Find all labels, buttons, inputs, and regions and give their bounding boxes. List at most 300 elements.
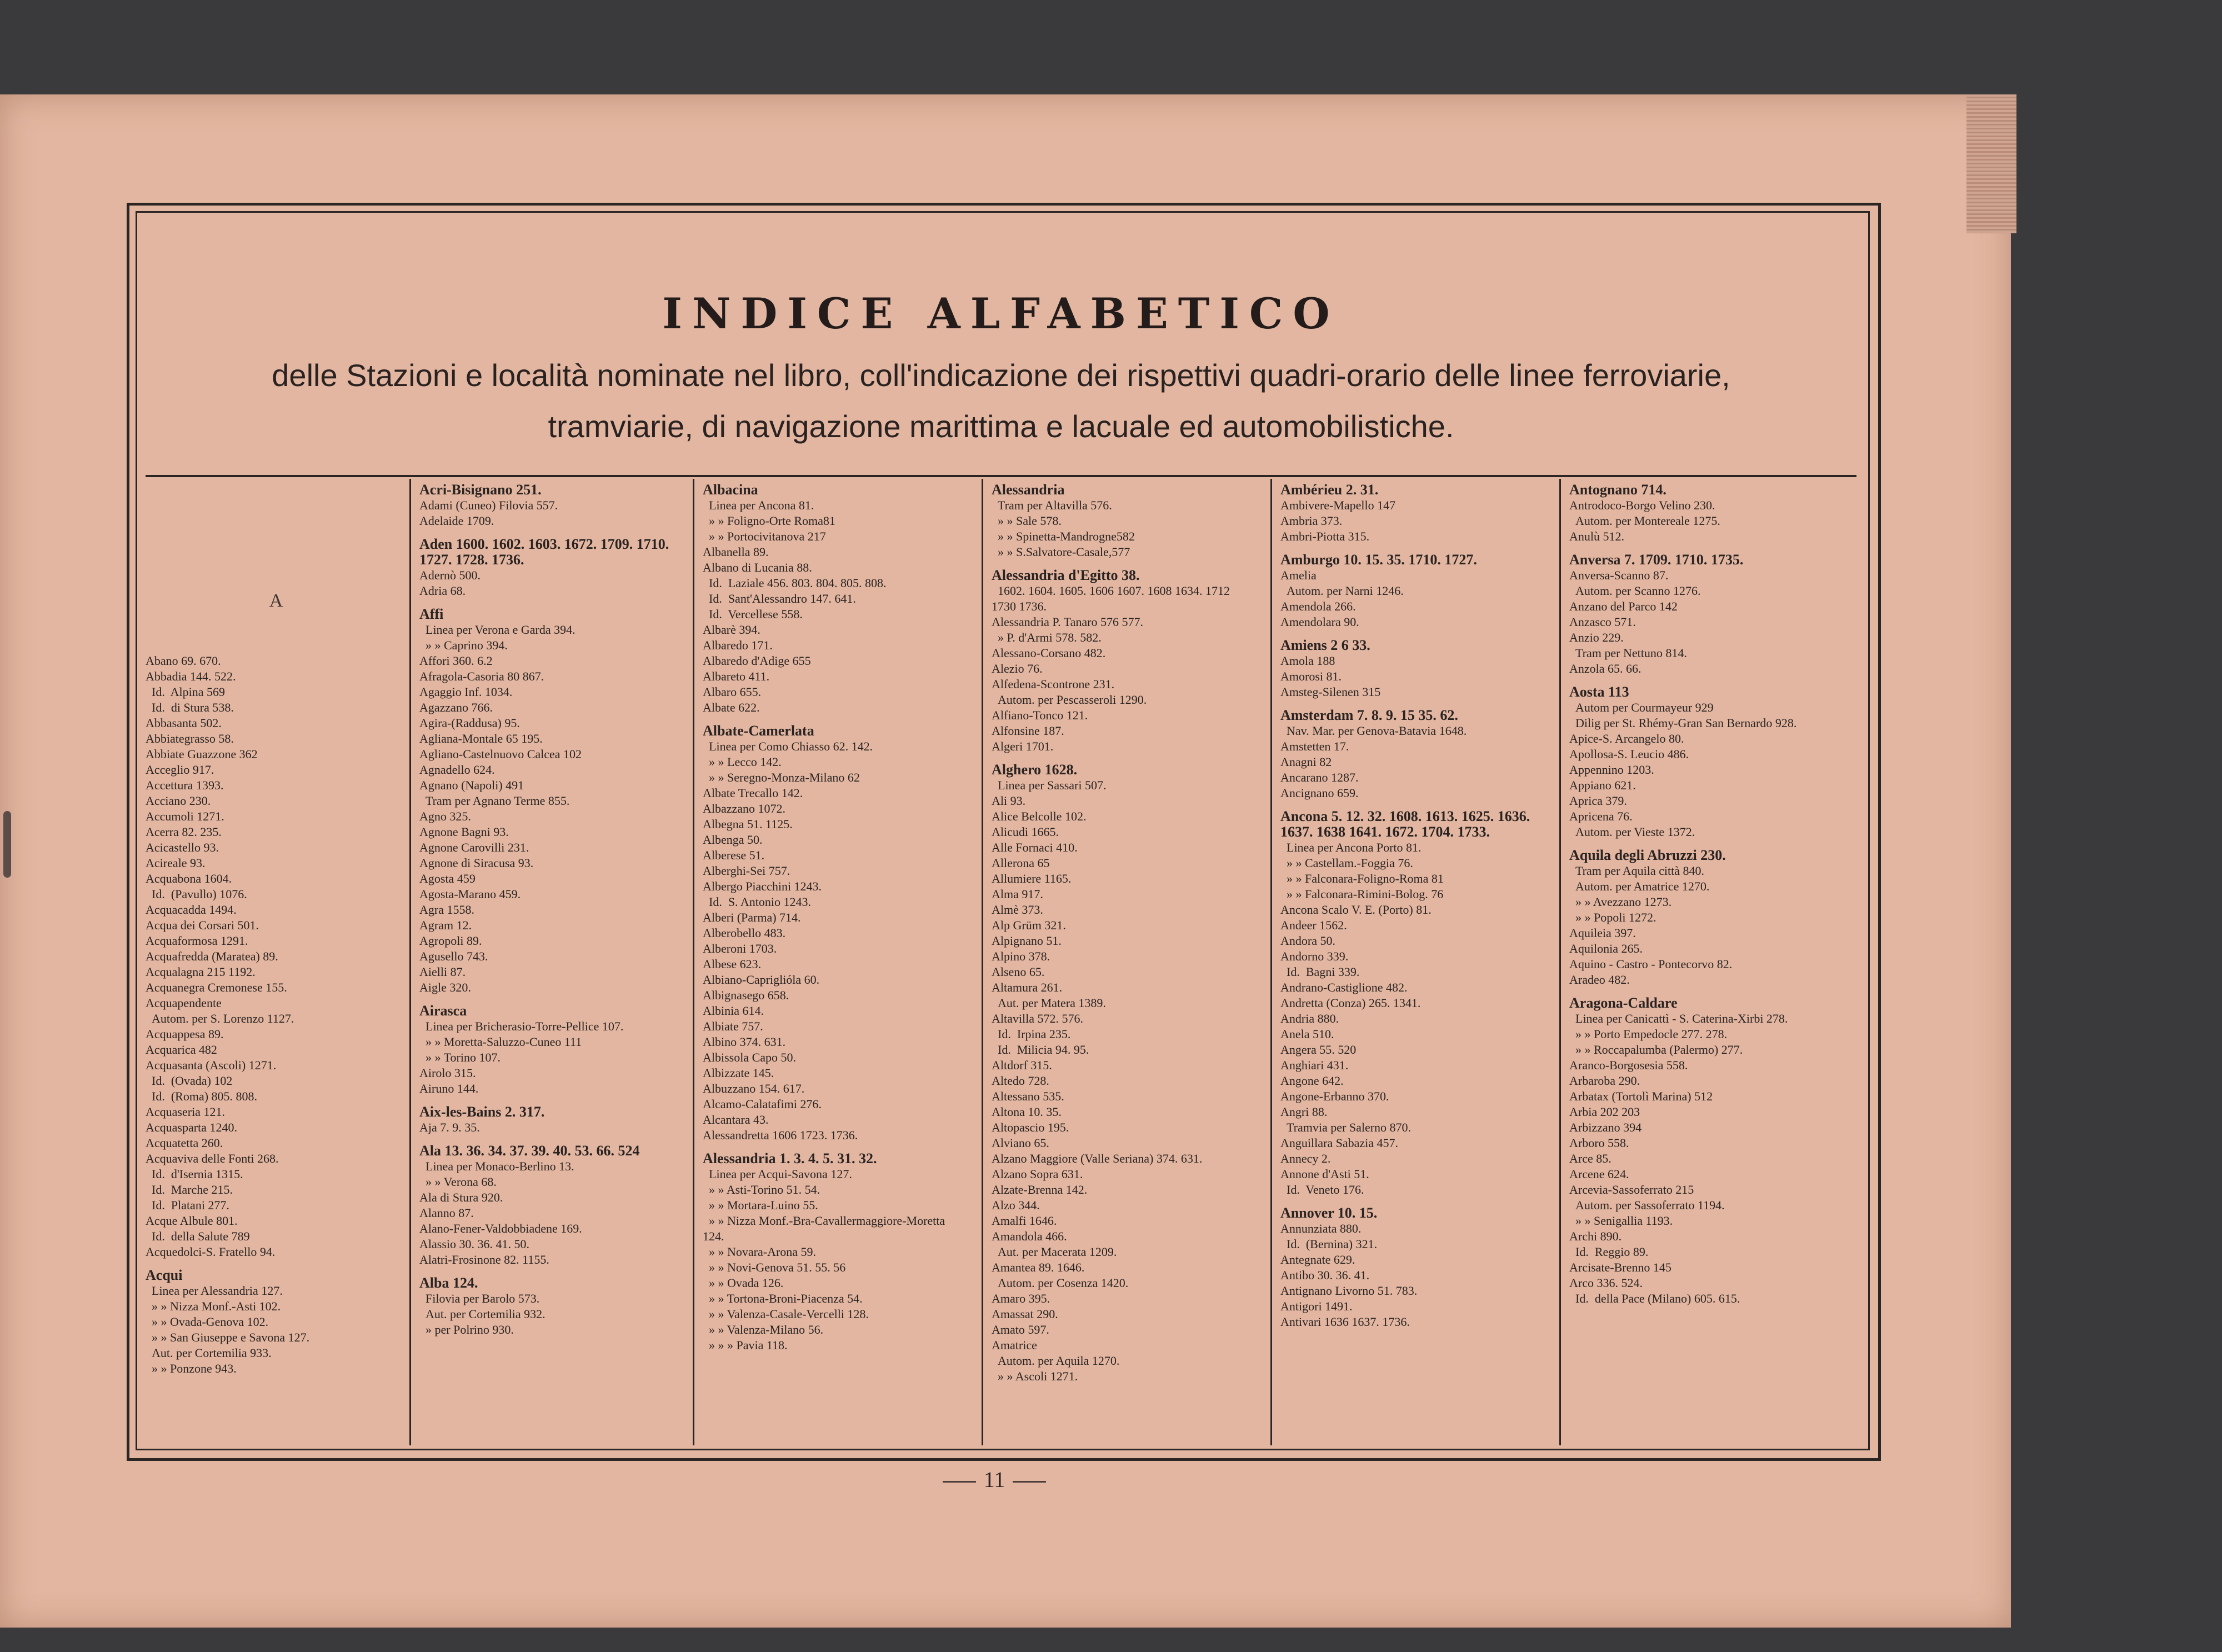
index-entry: Id. Marche 215. xyxy=(146,1183,233,1197)
index-entry: Anguillara Sabazia 457. xyxy=(1280,1136,1398,1150)
index-entry: Albiate 757. xyxy=(703,1019,763,1033)
index-entry: Alberobello 483. xyxy=(703,926,786,940)
index-entry xyxy=(1280,1198,1542,1205)
index-entry: Andretta (Conza) 265. 1341. xyxy=(1280,996,1421,1010)
index-entry: Autom. per Vieste 1372. xyxy=(1569,825,1695,839)
index-entry xyxy=(703,715,964,723)
index-entry: Airolo 315. xyxy=(419,1066,476,1080)
index-entry: Acquasparta 1240. xyxy=(146,1120,237,1134)
index-entry xyxy=(419,529,680,537)
index-entry: Aielli 87. xyxy=(419,965,466,979)
index-entry: Antibo 30. 36. 41. xyxy=(1280,1268,1370,1282)
index-entry: Ancona Scalo V. E. (Porto) 81. xyxy=(1280,903,1432,917)
index-entry: Aigle 320. xyxy=(419,980,471,994)
index-entry: » » Caprino 394. xyxy=(419,638,508,652)
index-entry: Amola 188 xyxy=(1280,654,1335,668)
index-entry: Linea per Canicattì - S. Caterina-Xirbi 278. xyxy=(1569,1012,1788,1025)
index-entry: Affori 360. 6.2 xyxy=(419,654,493,668)
index-entry: Alicudi 1665. xyxy=(992,825,1059,839)
index-entry: Id. (Roma) 805. 808. xyxy=(146,1089,258,1103)
index-entry: Alassio 30. 36. 41. 50. xyxy=(419,1237,529,1251)
index-entry: Alzate-Brenna 142. xyxy=(992,1183,1088,1197)
index-entry: Aut. per Matera 1389. xyxy=(992,996,1106,1010)
index-entry: Alessandretta 1606 1723. 1736. xyxy=(703,1128,858,1142)
index-entry: Alberoni 1703. xyxy=(703,942,777,955)
index-entry: Acqua dei Corsari 501. xyxy=(146,918,259,932)
index-entry: Autom. per Cosenza 1420. xyxy=(992,1276,1129,1290)
index-entry xyxy=(1569,677,1830,684)
index-entry: Id. Laziale 456. 803. 804. 805. 808. xyxy=(703,576,887,590)
index-entry: Id. (Bernina) 321. xyxy=(1280,1237,1378,1251)
letter-heading: A xyxy=(269,590,283,611)
index-entry: Antrodoco-Borgo Velino 230. xyxy=(1569,498,1715,512)
binding-clip xyxy=(3,811,11,878)
index-entry: Affi xyxy=(419,606,444,622)
index-entry: Anzio 229. xyxy=(1569,630,1624,644)
index-column-2 xyxy=(419,482,680,1443)
index-entry: Annunziata 880. xyxy=(1280,1222,1362,1235)
index-entry: Alano-Fener-Valdobbiadene 169. xyxy=(419,1222,582,1235)
index-entry: Alatri-Frosinone 82. 1155. xyxy=(419,1253,549,1266)
index-entry: Amandola 466. xyxy=(992,1229,1067,1243)
index-entry: Appiano 621. xyxy=(1569,778,1636,792)
index-entry: Alcamo-Calatafimi 276. xyxy=(703,1097,822,1111)
index-entry: Annecy 2. xyxy=(1280,1152,1331,1165)
index-entry: Abbasanta 502. xyxy=(146,716,222,730)
index-entry: Altedo 728. xyxy=(992,1074,1049,1088)
index-entry: Amelia xyxy=(1280,568,1317,582)
index-entry: Altdorf 315. xyxy=(992,1058,1052,1072)
index-entry: Acireale 93. xyxy=(146,856,206,870)
index-entry: » » Mortara-Luino 55. xyxy=(703,1198,818,1212)
index-entry: » » Ascoli 1271. xyxy=(992,1369,1078,1383)
index-entry: Ancignano 659. xyxy=(1280,786,1359,800)
index-entry: Acquasanta (Ascoli) 1271. xyxy=(146,1058,277,1072)
column-divider xyxy=(1270,479,1272,1445)
index-entry: Filovia per Barolo 573. xyxy=(419,1291,540,1305)
index-entry: Aquila degli Abruzzi 230. xyxy=(1569,847,1726,863)
index-entry: Altamura 261. xyxy=(992,980,1063,994)
index-entry: Autom. per Amatrice 1270. xyxy=(1569,879,1710,893)
index-entry xyxy=(1569,840,1830,848)
index-entry: » » Novi-Genova 51. 55. 56 xyxy=(703,1260,846,1274)
index-entry: » » » Pavia 118. xyxy=(703,1338,788,1352)
index-entry: Accumoli 1271. xyxy=(146,809,224,823)
index-entry: Agaggio Inf. 1034. xyxy=(419,685,513,699)
index-entry: Anulù 512. xyxy=(1569,529,1624,543)
index-entry: Abbiategrasso 58. xyxy=(146,732,234,745)
index-entry xyxy=(1280,630,1542,638)
index-entry: » » S.Salvatore-Casale,577 xyxy=(992,545,1130,559)
index-entry: Alberese 51. xyxy=(703,848,765,862)
index-entry: Alzano Sopra 631. xyxy=(992,1167,1083,1181)
index-entry: Angone-Erbanno 370. xyxy=(1280,1089,1389,1103)
index-entry: » » Roccapalumba (Palermo) 277. xyxy=(1569,1043,1743,1057)
index-entry: Autom. per Narni 1246. xyxy=(1280,584,1404,598)
index-entry: Acquanegra Cremonese 155. xyxy=(146,980,287,994)
column-divider xyxy=(693,479,694,1445)
index-entry: Agnone di Siracusa 93. xyxy=(419,856,534,870)
index-entry: Alice Belcolle 102. xyxy=(992,809,1087,823)
index-entry: Alberi (Parma) 714. xyxy=(703,910,801,924)
index-entry: Aosta 113 xyxy=(1569,684,1629,700)
index-entry: Allerona 65 xyxy=(992,856,1050,870)
index-entry: Alzano Maggiore (Valle Seriana) 374. 631. xyxy=(992,1152,1203,1165)
index-entry: Tram per Nettuno 814. xyxy=(1569,646,1687,660)
index-entry: » » Novara-Arona 59. xyxy=(703,1245,817,1259)
index-entry xyxy=(419,599,680,607)
index-entry: » » Sale 578. xyxy=(992,514,1062,528)
index-entry: Angone 642. xyxy=(1280,1074,1344,1088)
index-entry: » per Polrino 930. xyxy=(419,1323,514,1336)
index-entry: Agazzano 766. xyxy=(419,700,493,714)
index-entry: Andrano-Castiglione 482. xyxy=(1280,980,1408,994)
index-entry: Agra 1558. xyxy=(419,903,474,917)
index-entry: Agnone Carovilli 231. xyxy=(419,840,529,854)
index-entry xyxy=(992,754,1253,762)
index-entry xyxy=(419,1097,680,1104)
index-entry: Id. Veneto 176. xyxy=(1280,1183,1364,1197)
index-entry: Amassat 290. xyxy=(992,1307,1058,1321)
index-entry: Albano di Lucania 88. xyxy=(703,560,812,574)
index-entry: » » Tortona-Broni-Piacenza 54. xyxy=(703,1291,863,1305)
index-entry: Albuzzano 154. 617. xyxy=(703,1082,805,1095)
index-entry: Id. della Salute 789 xyxy=(146,1229,250,1243)
index-entry: Ala di Stura 920. xyxy=(419,1190,503,1204)
index-entry: Alpignano 51. xyxy=(992,934,1062,948)
index-entry: Albarè 394. xyxy=(703,623,760,637)
index-entry: Id. d'Isernia 1315. xyxy=(146,1167,243,1181)
index-entry: » » Porto Empedocle 277. 278. xyxy=(1569,1027,1728,1041)
index-entry xyxy=(419,995,680,1003)
index-entry: Apice-S. Arcangelo 80. xyxy=(1569,732,1684,745)
index-entry: Albenga 50. xyxy=(703,833,763,847)
index-entry: Amiens 2 6 33. xyxy=(1280,637,1370,653)
index-entry: Tram per Aquila città 840. xyxy=(1569,864,1704,878)
index-entry: Autom. per S. Lorenzo 1127. xyxy=(146,1012,294,1025)
index-column-4 xyxy=(992,482,1253,1443)
index-entry: Tram per Agnano Terme 855. xyxy=(419,794,570,808)
index-entry: Agosta-Marano 459. xyxy=(419,887,521,901)
header-rule xyxy=(146,475,1856,477)
index-entry: » » Popoli 1272. xyxy=(1569,910,1657,924)
index-entry: Autom. per Aquila 1270. xyxy=(992,1354,1120,1368)
index-entry xyxy=(419,1135,680,1143)
index-entry: Aut. per Macerata 1209. xyxy=(992,1245,1117,1259)
index-entry: Acquafredda (Maratea) 89. xyxy=(146,949,278,963)
index-entry: Arbia 202 203 xyxy=(1569,1105,1640,1119)
page-edges xyxy=(1966,94,2016,233)
index-entry: Albergo Piacchini 1243. xyxy=(703,879,822,893)
index-entry: Albareto 411. xyxy=(703,669,770,683)
index-entry: Acquedolci-S. Fratello 94. xyxy=(146,1245,276,1259)
index-entry: Anversa 7. 1709. 1710. 1735. xyxy=(1569,552,1744,568)
index-entry: Andora 50. xyxy=(1280,934,1335,948)
index-entry: Alba 124. xyxy=(419,1275,478,1291)
index-entry: Acceglio 917. xyxy=(146,763,214,777)
index-entry: Tramvia per Salerno 870. xyxy=(1280,1120,1412,1134)
index-entry: » » Ponzone 943. xyxy=(146,1361,237,1375)
index-entry: Linea per Monaco-Berlino 13. xyxy=(419,1159,574,1173)
index-entry: Id. (Ovada) 102 xyxy=(146,1074,233,1088)
index-entry: Albegna 51. 1125. xyxy=(703,817,793,831)
index-entry: Algeri 1701. xyxy=(992,739,1054,753)
index-entry: Albissola Capo 50. xyxy=(703,1050,797,1064)
index-entry: Acque Albule 801. xyxy=(146,1214,238,1228)
index-entry: Ambria 373. xyxy=(1280,514,1343,528)
index-entry: Autom. per Montereale 1275. xyxy=(1569,514,1720,528)
index-entry: Arboro 558. xyxy=(1569,1136,1629,1150)
index-entry: Albazzano 1072. xyxy=(703,802,786,815)
index-entry: Acquaformosa 1291. xyxy=(146,934,248,948)
index-entry: Aragona-Caldare xyxy=(1569,995,1678,1011)
index-entry: Aprica 379. xyxy=(1569,794,1627,808)
index-entry: Aquino - Castro - Pontecorvo 82. xyxy=(1569,957,1733,971)
index-entry: Linea per Ancona Porto 81. xyxy=(1280,840,1422,854)
index-entry: Linea per Como Chiasso 62. 142. xyxy=(703,739,873,753)
index-entry: » » Spinetta-Mandrogne582 xyxy=(992,529,1135,543)
index-entry: Id. di Stura 538. xyxy=(146,700,234,714)
index-entry: Albizzate 145. xyxy=(703,1066,774,1080)
index-entry: » » Lecco 142. xyxy=(703,755,782,769)
index-entry: Ambivere-Mapello 147 xyxy=(1280,498,1396,512)
index-entry: Agosta 459 xyxy=(419,872,476,885)
index-entry: Aranco-Borgosesia 558. xyxy=(1569,1058,1688,1072)
index-entry: Abbiate Guazzone 362 xyxy=(146,747,258,761)
index-entry: Tram per Altavilla 576. xyxy=(992,498,1112,512)
index-entry: » » Seregno-Monza-Milano 62 xyxy=(703,770,860,784)
index-entry: Andorno 339. xyxy=(1280,949,1349,963)
index-entry: 1602. 1604. 1605. 1606 1607. 1608 1634. 1712 1730 1736. xyxy=(992,584,1233,613)
index-entry: Antigori 1491. xyxy=(1280,1299,1353,1313)
index-entry: Aradeo 482. xyxy=(1569,973,1630,987)
index-entry: Albino 374. 631. xyxy=(703,1035,786,1049)
index-entry: Acquacadda 1494. xyxy=(146,903,237,917)
index-entry: Anghiari 431. xyxy=(1280,1058,1349,1072)
index-entry: Alessano-Corsano 482. xyxy=(992,646,1106,660)
column-divider xyxy=(409,479,411,1445)
index-entry: Linea per Bricherasio-Torre-Pellice 107. xyxy=(419,1019,624,1033)
index-entry: Altessano 535. xyxy=(992,1089,1064,1103)
index-entry: Anela 510. xyxy=(1280,1027,1334,1041)
index-entry: Appennino 1203. xyxy=(1569,763,1654,777)
index-entry: Aut. per Cortemilia 933. xyxy=(146,1346,272,1360)
index-entry: Antegnate 629. xyxy=(1280,1253,1355,1266)
index-entry: Agusello 743. xyxy=(419,949,488,963)
index-entry: Amstetten 17. xyxy=(1280,739,1349,753)
index-entry: Andeer 1562. xyxy=(1280,918,1347,932)
index-entry: Agliana-Montale 65 195. xyxy=(419,732,543,745)
index-entry: Acerra 82. 235. xyxy=(146,825,222,839)
column-divider xyxy=(1559,479,1561,1445)
index-entry: Alghero 1628. xyxy=(992,762,1078,778)
index-entry: Alessandria d'Egitto 38. xyxy=(992,567,1140,583)
index-entry: Almè 373. xyxy=(992,903,1043,917)
index-entry: Adria 68. xyxy=(419,584,466,598)
index-entry: Albate-Camerlata xyxy=(703,723,814,739)
index-entry: Albaredo 171. xyxy=(703,638,773,652)
index-entry: Agropoli 89. xyxy=(419,934,482,948)
index-entry: Arbizzano 394 xyxy=(1569,1120,1642,1134)
index-entry: Albaredo d'Adige 655 xyxy=(703,654,811,668)
index-entry: Albate Trecallo 142. xyxy=(703,786,803,800)
index-entry: » » San Giuseppe e Savona 127. xyxy=(146,1330,310,1344)
index-entry: Ala 13. 36. 34. 37. 39. 40. 53. 66. 524 xyxy=(419,1143,640,1159)
index-entry: Acquaviva delle Fonti 268. xyxy=(146,1152,279,1165)
index-entry: » » Valenza-Casale-Vercelli 128. xyxy=(703,1307,869,1321)
index-entry: Antignano Livorno 51. 783. xyxy=(1280,1284,1418,1298)
index-entry: Adami (Cuneo) Filovia 557. xyxy=(419,498,558,512)
index-entry: Id. Bagni 339. xyxy=(1280,965,1360,979)
index-entry: Anversa-Scanno 87. xyxy=(1569,568,1669,582)
index-entry: Alfedena-Scontrone 231. xyxy=(992,677,1115,691)
index-entry: Alle Fornaci 410. xyxy=(992,840,1078,854)
index-entry: Arcevia-Sassoferrato 215 xyxy=(1569,1183,1694,1197)
index-entry: Aquilonia 265. xyxy=(1569,942,1643,955)
index-entry: Albese 623. xyxy=(703,957,762,971)
index-entry: Amatrice xyxy=(992,1338,1037,1352)
index-entry: Acquapendente xyxy=(146,996,222,1010)
index-title: INDICE ALFABETICO xyxy=(662,289,1340,338)
index-entry: Amorosi 81. xyxy=(1280,669,1342,683)
index-entry xyxy=(1569,988,1830,995)
index-entry: Ambérieu 2. 31. xyxy=(1280,482,1379,498)
index-entry: Id. Alpina 569 xyxy=(146,685,225,699)
page-number: 11 xyxy=(922,1466,1067,1493)
index-entry: Nav. Mar. per Genova-Batavia 1648. xyxy=(1280,724,1467,738)
index-entry: Acri-Bisignano 251. xyxy=(419,482,542,498)
index-entry: Alp Grüm 321. xyxy=(992,918,1066,932)
index-entry: Airuno 144. xyxy=(419,1082,479,1095)
index-entry: Amsteg-Silenen 315 xyxy=(1280,685,1381,699)
index-entry: Linea per Alessandria 127. xyxy=(146,1284,283,1298)
index-entry: Alberghi-Sei 757. xyxy=(703,864,790,878)
index-entry: Altona 10. 35. xyxy=(992,1105,1062,1119)
index-entry: Acqualagna 215 1192. xyxy=(146,965,256,979)
index-entry xyxy=(1569,544,1830,552)
index-entry: » » Avezzano 1273. xyxy=(1569,895,1672,909)
index-entry: Arbaroba 290. xyxy=(1569,1074,1640,1088)
index-entry: Alessandria P. Tanaro 576 577. xyxy=(992,615,1144,629)
index-entry: Albiano-Capriglióla 60. xyxy=(703,973,820,987)
index-entry: Alezio 76. xyxy=(992,662,1043,675)
index-entry xyxy=(992,560,1253,568)
index-entry: Annone d'Asti 51. xyxy=(1280,1167,1369,1181)
index-entry: Id. S. Antonio 1243. xyxy=(703,895,811,909)
index-entry: Agnano (Napoli) 491 xyxy=(419,778,524,792)
index-entry: Ancona 5. 12. 32. 1608. 1613. 1625. 1636. 1637. 1638 1641. 1672. 1704. 1733. xyxy=(1280,808,1534,840)
index-entry: Alseno 65. xyxy=(992,965,1045,979)
index-entry: Aut. per Cortemilia 932. xyxy=(419,1307,546,1321)
index-entry: Autom per Courmayeur 929 xyxy=(1569,700,1714,714)
index-entry: » » Castellam.-Foggia 76. xyxy=(1280,856,1413,870)
index-entry: Alpino 378. xyxy=(992,949,1050,963)
index-entry: Id. Reggio 89. xyxy=(1569,1245,1649,1259)
index-entry xyxy=(419,1268,680,1275)
index-entry: Altavilla 572. 576. xyxy=(992,1012,1083,1025)
index-subtitle xyxy=(136,350,1866,452)
index-entry: » » Senigallia 1193. xyxy=(1569,1214,1673,1228)
index-entry: Linea per Ancona 81. xyxy=(703,498,814,512)
index-entry xyxy=(1280,700,1542,708)
index-entry: » » Valenza-Milano 56. xyxy=(703,1323,824,1336)
index-entry: Albignasego 658. xyxy=(703,988,789,1002)
index-entry: Airasca xyxy=(419,1003,467,1019)
index-entry: Alfonsine 187. xyxy=(992,724,1064,738)
index-entry: Agnadello 624. xyxy=(419,763,495,777)
index-entry: Acquaseria 121. xyxy=(146,1105,225,1119)
index-entry: Alviano 65. xyxy=(992,1136,1049,1150)
index-entry: Anzano del Parco 142 xyxy=(1569,599,1678,613)
index-entry: Aquileia 397. xyxy=(1569,926,1636,940)
index-entry: Acquappesa 89. xyxy=(146,1027,224,1041)
index-entry: Agliano-Castelnuovo Calcea 102 xyxy=(419,747,582,761)
index-entry: Antivari 1636 1637. 1736. xyxy=(1280,1315,1410,1329)
index-entry xyxy=(146,1260,407,1268)
index-entry: Amaro 395. xyxy=(992,1291,1050,1305)
index-entry: Arco 336. 524. xyxy=(1569,1276,1643,1290)
index-entry: Anzasco 571. xyxy=(1569,615,1636,629)
index-column-6 xyxy=(1569,482,1830,1443)
index-entry: Linea per Acqui-Savona 127. xyxy=(703,1167,852,1181)
index-entry: Id. Irpina 235. xyxy=(992,1027,1071,1041)
index-entry: Id. Vercellese 558. xyxy=(703,607,803,621)
index-entry: Amalfi 1646. xyxy=(992,1214,1057,1228)
index-entry: Alma 917. xyxy=(992,887,1043,901)
index-entry: Linea per Sassari 507. xyxy=(992,778,1107,792)
index-entry: Dilig per St. Rhémy-Gran San Bernardo 928. xyxy=(1569,716,1797,730)
index-entry: Antognano 714. xyxy=(1569,482,1666,498)
index-entry: » » Nizza Monf.-Bra-Cavallermaggiore-Moretta 124. xyxy=(703,1214,948,1243)
index-entry: Ambri-Piotta 315. xyxy=(1280,529,1370,543)
index-entry: » » Ovada 126. xyxy=(703,1276,784,1290)
index-entry: Id. Milicia 94. 95. xyxy=(992,1043,1089,1057)
index-entry: Arbatax (Tortolì Marina) 512 xyxy=(1569,1089,1713,1103)
index-entry: Accettura 1393. xyxy=(146,778,224,792)
index-entry: Alcantara 43. xyxy=(703,1113,769,1127)
index-entry: Agno 325. xyxy=(419,809,471,823)
index-entry: » P. d'Armi 578. 582. xyxy=(992,630,1102,644)
subtitle-line-2: tramviarie, di navigazione marittima e lacuale ed automobilistiche. xyxy=(548,409,1454,444)
index-entry: Albanella 89. xyxy=(703,545,769,559)
index-entry: Apollosa-S. Leucio 486. xyxy=(1569,747,1689,761)
index-entry: Apricena 76. xyxy=(1569,809,1633,823)
index-entry: Alanno 87. xyxy=(419,1206,474,1220)
index-entry: Alfiano-Tonco 121. xyxy=(992,708,1088,722)
index-entry: » » Foligno-Orte Roma81 xyxy=(703,514,835,528)
index-entry: Angri 88. xyxy=(1280,1105,1328,1119)
index-entry: Albacina xyxy=(703,482,758,498)
index-entry: Andria 880. xyxy=(1280,1012,1339,1025)
index-entry: Acquabona 1604. xyxy=(146,872,232,885)
column-divider xyxy=(982,479,983,1445)
index-entry: Adelaide 1709. xyxy=(419,514,494,528)
index-entry: Agira-(Raddusa) 95. xyxy=(419,716,520,730)
index-entry xyxy=(1280,801,1542,809)
index-entry: Amsterdam 7. 8. 9. 15 35. 62. xyxy=(1280,707,1458,723)
index-entry: Arcene 624. xyxy=(1569,1167,1629,1181)
index-entry: Amendola 266. xyxy=(1280,599,1356,613)
index-entry: Acquatetta 260. xyxy=(146,1136,223,1150)
index-entry: Allumiere 1165. xyxy=(992,872,1072,885)
index-entry: Alessandria 1. 3. 4. 5. 31. 32. xyxy=(703,1150,877,1167)
index-entry: Arce 85. xyxy=(1569,1152,1612,1165)
index-entry: Id. della Pace (Milano) 605. 615. xyxy=(1569,1291,1740,1305)
index-entry: » » Verona 68. xyxy=(419,1175,497,1189)
index-entry: Anagni 82 xyxy=(1280,755,1332,769)
index-entry: » » Ovada-Genova 102. xyxy=(146,1315,269,1329)
index-entry: » » Nizza Monf.-Asti 102. xyxy=(146,1299,281,1313)
